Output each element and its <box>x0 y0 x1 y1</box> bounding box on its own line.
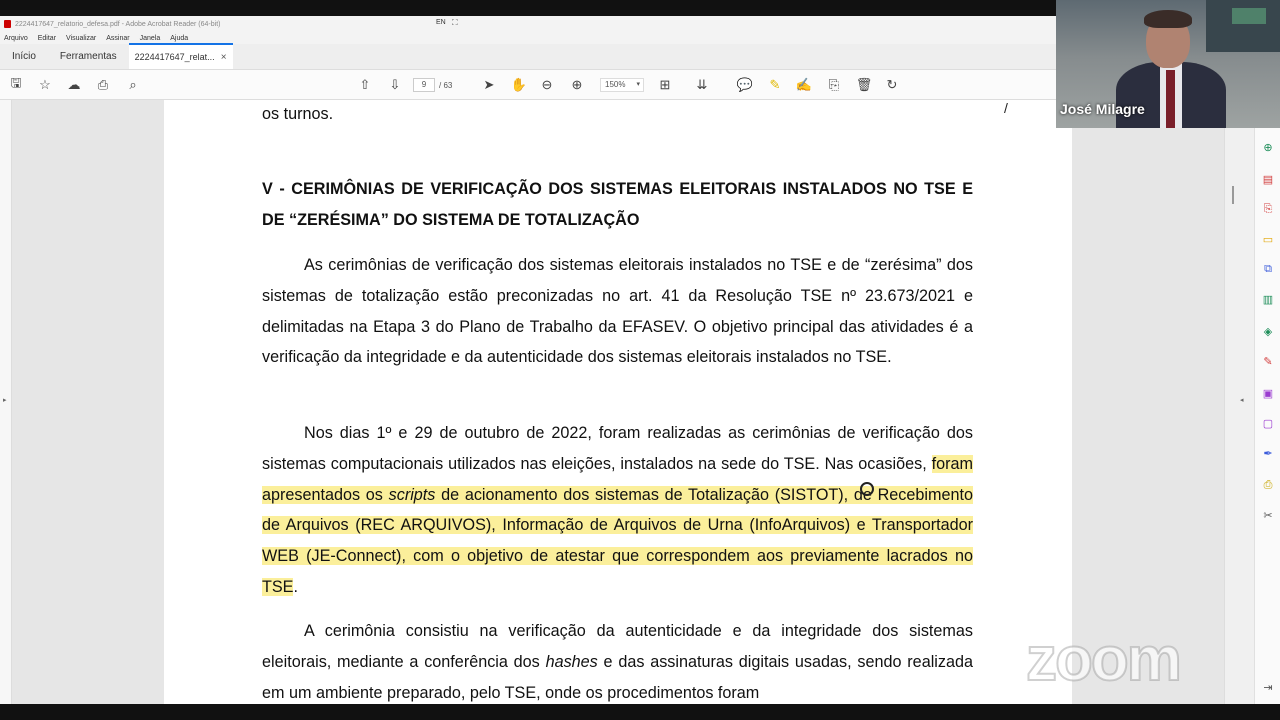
comment-tool-icon[interactable]: ▭ <box>1262 233 1274 246</box>
paragraph-2 <box>262 418 973 603</box>
highlighted-text-1[interactable]: foram apresentados os <box>262 454 973 504</box>
menu-janela[interactable]: Janela <box>139 34 161 42</box>
highlighted-text-2[interactable]: de acionamento dos sistemas de Totalização (SISTOT), de Recebimento de Arquivos (REC ARQUIVOS), Informação de Arquivos de Urna (InfoArquivos) e Transportador WEB (JE-Connect), com o objetivo de atestar que correspondem aos previamente lacrados no TSE <box>262 485 973 596</box>
menu-assinar[interactable]: Assinar <box>106 34 130 42</box>
previous-paragraph-end: os turnos. <box>262 105 334 123</box>
toolbar <box>0 70 1056 100</box>
compress-icon[interactable]: ◈ <box>1263 325 1273 338</box>
combine-files-icon[interactable]: ⧉ <box>1264 262 1272 275</box>
stamp-tool-icon[interactable]: ✒ <box>1263 447 1273 460</box>
paragraph-3-text-b: e das assinaturas digitais usadas, sendo realizada em um ambiente preparado, pelo TSE, onde os procedimentos foram <box>262 652 973 702</box>
protect-icon[interactable]: ▢ <box>1262 417 1274 430</box>
fill-sign-icon[interactable]: ✎ <box>1263 355 1273 368</box>
text-cursor-mark: / <box>1004 100 1008 116</box>
close-tab-icon[interactable]: × <box>220 51 227 63</box>
upload-cloud-icon[interactable]: ☁ <box>67 77 81 92</box>
paragraph-1: As cerimônias de verificação dos sistemas eleitorais instalados no TSE e de “zerésima” dos sistemas de totalização estão preconizadas no art. 41 da Resolução TSE nº 23.673/2021 e delimitadas na Etapa 3 do Plano de Trabalho da EFASEV. O objetivo principal das atividades é a verificação da integridade e da autenticidade dos sistemas eleitorais instalados no TSE. <box>262 256 973 367</box>
draw-icon[interactable]: ✍ <box>795 77 813 92</box>
window-title: 2224417647_relatorio_defesa.pdf - Adobe Acrobat Reader (64-bit) <box>15 20 221 28</box>
highlighter-icon[interactable]: ✎ <box>769 77 781 92</box>
section-heading: V - CERIMÔNIAS DE VERIFICAÇÃO DOS SISTEMAS ELEITORAIS INSTALADOS NO TSE E DE “ZERÉSIMA” DO SISTEMA DE TOTALIZAÇÃO <box>262 180 973 229</box>
left-panel-toggle[interactable] <box>0 100 12 704</box>
star-icon[interactable]: ☆ <box>39 77 51 92</box>
more-tools-icon[interactable]: ✂ <box>1263 509 1273 522</box>
participant-hair <box>1144 10 1192 28</box>
tab-document[interactable] <box>129 43 233 69</box>
language-indicator[interactable]: EN <box>436 19 446 26</box>
edit-pdf-icon[interactable]: ▥ <box>1262 293 1274 306</box>
collapse-right-icon[interactable]: ◂ <box>1240 397 1244 404</box>
pdf-page[interactable] <box>164 100 1072 704</box>
delete-icon[interactable]: 🗑 <box>855 77 873 92</box>
scrollbar-thumb[interactable] <box>1232 186 1234 204</box>
select-cursor-icon[interactable]: ➤ <box>483 77 495 92</box>
menu-visualizar[interactable]: Visualizar <box>66 34 97 42</box>
create-pdf-icon[interactable]: ⊕ <box>1263 141 1273 154</box>
zoom-watermark: zoom <box>1026 625 1180 694</box>
print-icon[interactable]: ⎙ <box>97 77 109 92</box>
paragraph-3-text-a: A cerimônia consistiu na verificação da autenticidade e da integridade dos sistemas eleitorais, mediante a conferência dos <box>262 622 973 671</box>
background-screen <box>1232 8 1266 24</box>
stamp-icon[interactable]: ⎘ <box>828 77 840 92</box>
paragraph-3 <box>262 616 973 704</box>
tab-bar <box>0 44 1056 70</box>
highlighted-text-scripts[interactable]: scripts <box>388 485 436 504</box>
zoom-in-icon[interactable]: ⊕ <box>571 77 583 92</box>
menu-arquivo[interactable]: Arquivo <box>4 34 28 42</box>
menu-ajuda[interactable]: Ajuda <box>170 34 189 42</box>
hand-tool-icon[interactable]: ✋ <box>510 77 528 92</box>
menu-editar[interactable]: Editar <box>37 34 57 42</box>
paragraph-2-end: . <box>293 577 298 596</box>
next-page-icon[interactable]: ⇩ <box>389 77 401 92</box>
title-bar <box>0 16 1056 32</box>
participant-tie <box>1166 70 1175 128</box>
page-navigator <box>413 78 452 92</box>
comment-icon[interactable]: 💬 <box>736 77 754 92</box>
page-total: / 63 <box>439 80 453 90</box>
video-thumbnail <box>1056 0 1280 128</box>
previous-page-icon[interactable]: ⇧ <box>359 77 371 92</box>
tab-tools[interactable]: Ferramentas <box>59 50 117 62</box>
tab-home[interactable]: Início <box>12 50 36 62</box>
request-signature-icon[interactable]: ▣ <box>1262 387 1274 400</box>
paragraph-3-hashes: hashes <box>545 652 598 671</box>
acrobat-icon <box>4 20 11 28</box>
fit-page-icon[interactable]: ⊞ <box>659 77 671 92</box>
scroll-mode-icon[interactable]: ⇊ <box>696 77 708 92</box>
mouse-cursor-ring <box>860 482 874 496</box>
organize-pages-icon[interactable]: ▤ <box>1262 173 1274 186</box>
pane-collapse-icon[interactable]: ⇥ <box>1263 681 1273 694</box>
paragraph-2-text: Nos dias 1º e 29 de outubro de 2022, foram realizadas as cerimônias de verificação dos sistemas computacionais utilizados nas eleições, instalados na sede do TSE. Nas ocasiões, <box>262 424 973 473</box>
participant-name: José Milagre <box>1060 101 1145 117</box>
screen-bottom-bar <box>0 704 1280 720</box>
zoom-out-icon[interactable]: ⊖ <box>541 77 553 92</box>
rotate-icon[interactable]: ↻ <box>886 77 898 92</box>
export-pdf-icon[interactable]: ⎘ <box>1263 202 1273 215</box>
page-number-input[interactable]: 9 <box>413 78 435 92</box>
tab-document-label: 2224417647_relat... <box>134 52 215 62</box>
save-icon[interactable]: 🖫 <box>10 75 22 90</box>
search-icon[interactable]: ⌕ <box>129 77 137 92</box>
fullscreen-icon[interactable]: ⛶ <box>452 18 458 27</box>
expand-left-icon[interactable]: ▸ <box>3 397 7 404</box>
tools-pane <box>1254 128 1280 704</box>
scan-icon[interactable]: ⎙ <box>1263 478 1273 491</box>
zoom-level-select[interactable]: 150% ▾ <box>600 78 644 92</box>
vertical-scrollbar[interactable] <box>1224 100 1254 704</box>
